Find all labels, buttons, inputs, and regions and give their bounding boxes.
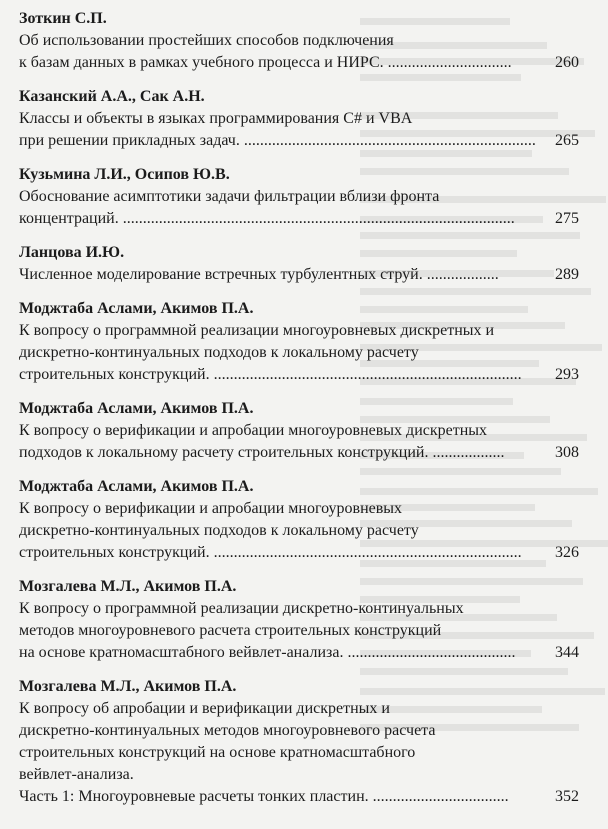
entry-leader-line bbox=[19, 542, 589, 564]
entry-title-line: К вопросу о верификации и апробации многоуровневых дискретных bbox=[19, 422, 488, 439]
page-number: 293 bbox=[555, 366, 579, 383]
toc-entry bbox=[19, 476, 589, 564]
entry-title-line: Классы и объекты в языках программирования C# и VBA bbox=[19, 110, 413, 127]
entry-title-line: Обоснование асимптотики задачи фильтрации вблизи фронта bbox=[19, 188, 440, 205]
page-number: 289 bbox=[555, 266, 579, 283]
entry-title-last-line: при решении прикладных задач. ......................................................................... bbox=[19, 132, 536, 149]
entry-title-line: К вопросу о верификации и апробации многоуровневых bbox=[19, 500, 403, 517]
toc-entry bbox=[19, 298, 589, 386]
toc-entry bbox=[19, 164, 589, 230]
entry-authors: Мозгалева М.Л., Акимов П.А. bbox=[19, 578, 237, 595]
entry-title-line: дискретно-континуальных подходов к локальному расчету bbox=[19, 522, 419, 539]
entry-title-last-line: Численное моделирование встречных турбулентных струй. .................. bbox=[19, 266, 499, 283]
entry-title-line: К вопросу о программной реализации дискретно-континуальных bbox=[19, 600, 464, 617]
page-number: 265 bbox=[555, 132, 579, 149]
entry-title-last-line: к базам данных в рамках учебного процесса и НИРС. ............................... bbox=[19, 54, 512, 71]
page-number: 260 bbox=[555, 54, 579, 71]
entry-leader-line bbox=[19, 442, 589, 464]
entry-leader-line bbox=[19, 130, 589, 152]
entry-title-last-line: концентраций. .................................................................................................. bbox=[19, 210, 515, 227]
table-of-contents bbox=[19, 8, 589, 808]
entry-title-line: дискретно-континуальных подходов к локальному расчету bbox=[19, 344, 419, 361]
entry-authors: Мозгалева М.Л., Акимов П.А. bbox=[19, 678, 237, 695]
entry-authors: Моджтаба Аслами, Акимов П.А. bbox=[19, 400, 254, 417]
entry-authors: Моджтаба Аслами, Акимов П.А. bbox=[19, 478, 254, 495]
toc-entry bbox=[19, 576, 589, 664]
entry-leader-line bbox=[19, 264, 589, 286]
toc-entry bbox=[19, 398, 589, 464]
entry-leader-line bbox=[19, 364, 589, 386]
entry-title-line: строительных конструкций на основе кратномасштабного bbox=[19, 744, 416, 761]
entry-leader-line bbox=[19, 52, 589, 74]
entry-leader-line bbox=[19, 642, 589, 664]
entry-authors: Моджтаба Аслами, Акимов П.А. bbox=[19, 300, 254, 317]
page-number: 326 bbox=[555, 544, 579, 561]
page-number: 275 bbox=[555, 210, 579, 227]
entry-authors: Зоткин С.П. bbox=[19, 10, 107, 27]
entry-authors: Кузьмина Л.И., Осипов Ю.В. bbox=[19, 166, 230, 183]
entry-title-last-line: строительных конструкций. ............................................................................. bbox=[19, 544, 522, 561]
entry-title-line: вейвлет-анализа. bbox=[19, 766, 134, 783]
entry-authors: Казанский А.А., Сак А.Н. bbox=[19, 88, 205, 105]
toc-entry bbox=[19, 8, 589, 74]
entry-title-line: методов многоуровневого расчета строительных конструкций bbox=[19, 622, 442, 639]
entry-leader-line bbox=[19, 208, 589, 230]
page-number: 352 bbox=[555, 788, 579, 805]
entry-title-last-line: Часть 1: Многоуровневые расчеты тонких пластин. .................................. bbox=[19, 788, 509, 805]
entry-title-last-line: строительных конструкций. ............................................................................. bbox=[19, 366, 522, 383]
entry-authors: Ланцова И.Ю. bbox=[19, 244, 125, 261]
toc-entry bbox=[19, 676, 589, 808]
entry-leader-line bbox=[19, 786, 589, 808]
entry-title-line: дискретно-континуальных методов многоуровневого расчета bbox=[19, 722, 436, 739]
toc-entry bbox=[19, 86, 589, 152]
entry-title-line: К вопросу о программной реализации многоуровневых дискретных и bbox=[19, 322, 495, 339]
page-number: 344 bbox=[555, 644, 579, 661]
entry-title-line: Об использовании простейших способов подключения bbox=[19, 32, 394, 49]
entry-title-last-line: подходов к локальному расчету строительных конструкций. .................. bbox=[19, 444, 505, 461]
entry-title-last-line: на основе кратномасштабного вейвлет-анализа. .......................................... bbox=[19, 644, 516, 661]
page-number: 308 bbox=[555, 444, 579, 461]
entry-title-line: К вопросу об апробации и верификации дискретных и bbox=[19, 700, 390, 717]
toc-entry bbox=[19, 242, 589, 286]
